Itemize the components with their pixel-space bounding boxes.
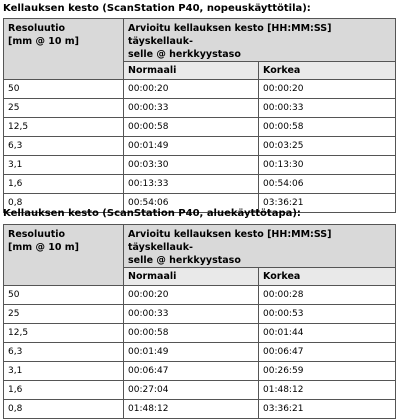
duration-header-label: Arvioitu kellauksen kesto [HH:MM:SS] täyskellauk- selle @ herkkyystaso [128, 229, 332, 266]
normal-duration-cell: 00:00:33 [124, 99, 259, 118]
high-duration-cell: 00:06:47 [259, 343, 396, 362]
resolution-header-label: Resoluutio [mm @ 10 m] [8, 23, 80, 47]
section-title-area-mode: Kellauksen kesto (ScanStation P40, aluekäyttötapa): [3, 208, 301, 219]
high-duration-cell: 03:36:21 [259, 400, 396, 419]
high-duration-cell: 00:13:30 [259, 156, 396, 175]
high-duration-cell: 00:01:44 [259, 324, 396, 343]
normal-duration-cell: 01:48:12 [124, 400, 259, 419]
normal-duration-cell: 00:03:30 [124, 156, 259, 175]
high-duration-cell: 03:36:21 [259, 194, 396, 213]
table-row [4, 324, 396, 343]
duration-header [124, 19, 396, 62]
scan-duration-table-fast-mode [3, 18, 396, 213]
high-duration-cell: 00:00:33 [259, 99, 396, 118]
high-duration-cell: 00:00:20 [259, 80, 396, 99]
duration-header-label: Arvioitu kellauksen kesto [HH:MM:SS] täyskellauk- selle @ herkkyystaso [128, 23, 332, 60]
resolution-cell: 3,1 [4, 156, 124, 175]
resolution-cell: 0,8 [4, 194, 124, 213]
table-row [4, 305, 396, 324]
section-title-fast-mode: Kellauksen kesto (ScanStation P40, nopeuskäyttötila): [3, 3, 311, 14]
resolution-cell: 6,3 [4, 137, 124, 156]
table-row [4, 137, 396, 156]
normal-duration-cell: 00:00:20 [124, 80, 259, 99]
table-row [4, 400, 396, 419]
duration-header [124, 225, 396, 268]
resolution-cell: 50 [4, 80, 124, 99]
high-duration-cell: 00:54:06 [259, 175, 396, 194]
high-duration-cell: 00:26:59 [259, 362, 396, 381]
high-header: Korkea [259, 62, 396, 80]
resolution-cell: 25 [4, 99, 124, 118]
resolution-cell: 3,1 [4, 362, 124, 381]
high-duration-cell: 00:00:28 [259, 286, 396, 305]
resolution-cell: 1,6 [4, 175, 124, 194]
normal-duration-cell: 00:01:49 [124, 137, 259, 156]
normal-duration-cell: 00:00:58 [124, 118, 259, 137]
high-duration-cell: 00:00:58 [259, 118, 396, 137]
table-row [4, 381, 396, 400]
resolution-cell: 1,6 [4, 381, 124, 400]
normal-header: Normaali [124, 268, 259, 286]
resolution-cell: 12,5 [4, 324, 124, 343]
table-row [4, 99, 396, 118]
normal-duration-cell: 00:13:33 [124, 175, 259, 194]
normal-duration-cell: 00:54:06 [124, 194, 259, 213]
resolution-cell: 25 [4, 305, 124, 324]
table-row [4, 362, 396, 381]
resolution-header-label: Resoluutio [mm @ 10 m] [8, 229, 80, 253]
table-row [4, 156, 396, 175]
table-row [4, 286, 396, 305]
high-duration-cell: 00:00:53 [259, 305, 396, 324]
resolution-header [4, 19, 124, 80]
resolution-cell: 12,5 [4, 118, 124, 137]
normal-duration-cell: 00:00:20 [124, 286, 259, 305]
resolution-cell: 0,8 [4, 400, 124, 419]
normal-duration-cell: 00:01:49 [124, 343, 259, 362]
normal-duration-cell: 00:00:33 [124, 305, 259, 324]
table-row [4, 118, 396, 137]
normal-header: Normaali [124, 62, 259, 80]
table-row [4, 80, 396, 99]
table-row [4, 343, 396, 362]
scan-duration-table-area-mode [3, 224, 396, 419]
normal-duration-cell: 00:06:47 [124, 362, 259, 381]
normal-duration-cell: 00:27:04 [124, 381, 259, 400]
normal-duration-cell: 00:00:58 [124, 324, 259, 343]
resolution-cell: 6,3 [4, 343, 124, 362]
table-row [4, 175, 396, 194]
resolution-cell: 50 [4, 286, 124, 305]
resolution-header [4, 225, 124, 286]
high-duration-cell: 01:48:12 [259, 381, 396, 400]
high-duration-cell: 00:03:25 [259, 137, 396, 156]
high-header: Korkea [259, 268, 396, 286]
